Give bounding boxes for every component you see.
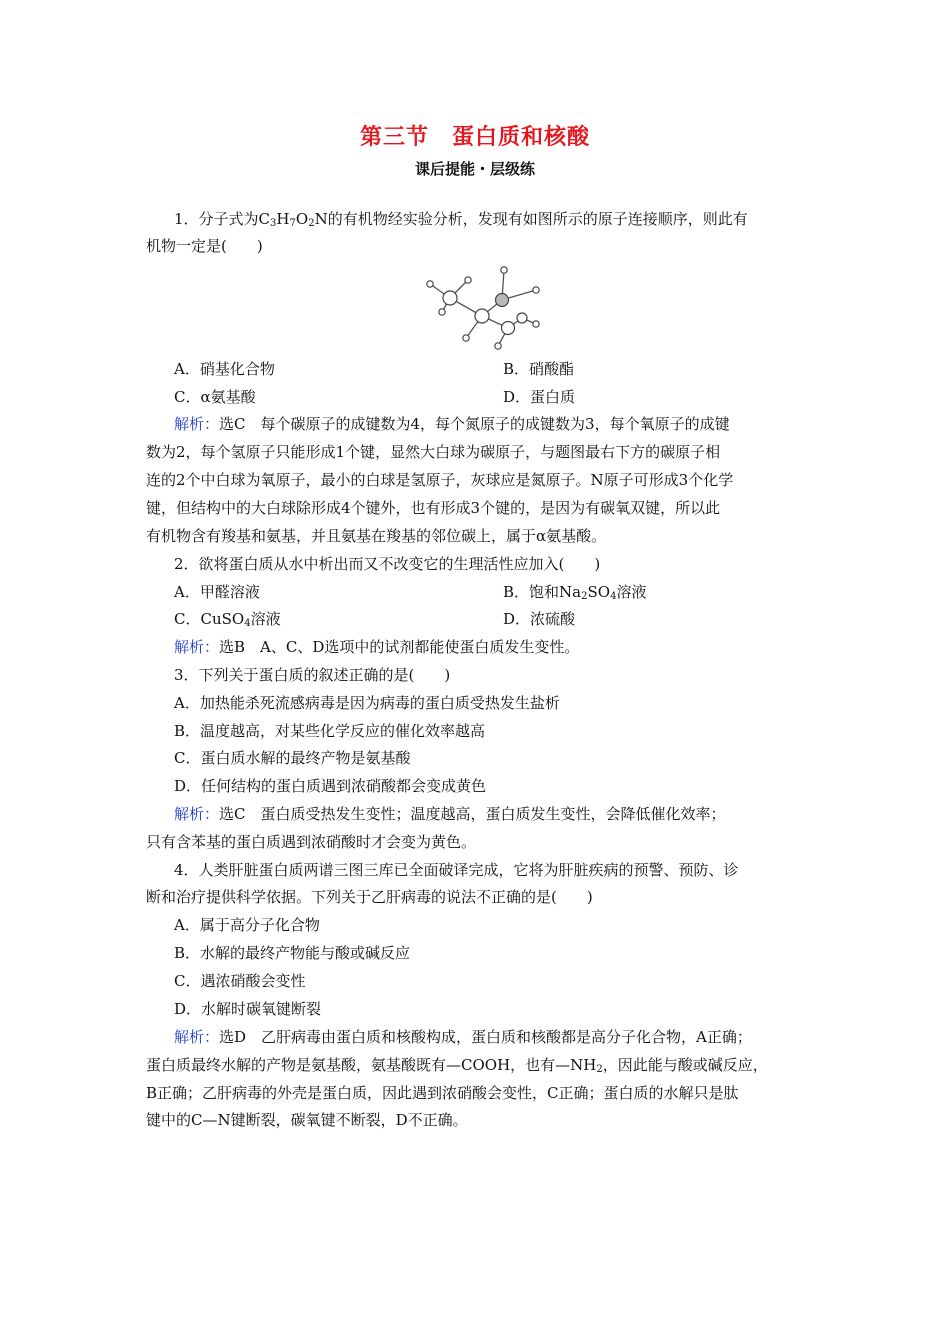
q2-option-d: D．浓硫酸 xyxy=(503,610,576,628)
q1-stem-line1: 1．分子式为$C_3H_7O_2N$的有机物经实验分析，发现有如图所示的原子连接顺序，则此有 xyxy=(174,210,748,229)
q4-stem-line2: 断和治疗提供科学依据。下列关于乙肝病毒的说法不正确的是( ) xyxy=(146,888,593,906)
q4-option-c: C．遇浓硝酸会变性 xyxy=(174,972,306,990)
q3-stem: 3．下列关于蛋白质的叙述正确的是( ) xyxy=(174,666,451,684)
q2-answer: 解析：选B A、C、D选项中的试剂都能使蛋白质发生变性。 xyxy=(174,638,580,656)
q1-answer-line2: 数为2，每个氢原子只能形成1个键，显然大白球为碳原子，与题图最右下方的碳原子相 xyxy=(146,443,721,461)
q1-option-d: D．蛋白质 xyxy=(503,388,576,406)
page-subtitle: 课后提能・层级练 xyxy=(414,160,535,178)
q1-option-b: B．硝酸酯 xyxy=(503,360,575,378)
molecule-ball-stick-diagram xyxy=(418,262,568,356)
q2-option-c: C．CuSO$_4$溶液 xyxy=(174,610,281,629)
q1-option-a: A．硝基化合物 xyxy=(174,360,275,378)
q1-answer-line4: 键，但结构中的大白球除形成4个键外，也有形成3个键的，是因为有碳氧双键，所以此 xyxy=(146,499,721,517)
q4-option-a: A．属于高分子化合物 xyxy=(174,916,320,934)
q2-stem: 2．欲将蛋白质从水中析出而又不改变它的生理活性应加入( ) xyxy=(174,555,601,573)
q3-answer-line2: 只有含苯基的蛋白质遇到浓硝酸时才会变为黄色。 xyxy=(146,833,477,851)
q4-answer-line3: B正确；乙肝病毒的外壳是蛋白质，因此遇到浓硝酸会变性，C正确；蛋白质的水解只是肽 xyxy=(146,1084,739,1102)
answer-label: 解析： xyxy=(174,805,220,823)
q1-answer-line1: 解析：选C 每个碳原子的成键数为4，每个氮原子的成键数为3，每个氧原子的成键 xyxy=(174,415,730,433)
answer-label: 解析： xyxy=(174,638,220,656)
q4-answer-line4: 键中的C—N键断裂，碳氧键不断裂，D不正确。 xyxy=(146,1111,468,1129)
q3-option-c: C．蛋白质水解的最终产物是氨基酸 xyxy=(174,749,411,767)
q3-option-d: D．任何结构的蛋白质遇到浓硝酸都会变成黄色 xyxy=(174,777,487,795)
q3-option-b: B．温度越高，对某些化学反应的催化效率越高 xyxy=(174,722,486,740)
q1-stem-line2: 机物一定是( ) xyxy=(146,237,263,255)
q3-option-a: A．加热能杀死流感病毒是因为病毒的蛋白质受热发生盐析 xyxy=(174,694,560,712)
q1-option-c: C．α氨基酸 xyxy=(174,388,256,406)
page-title: 第三节 蛋白质和核酸 xyxy=(359,125,590,150)
q4-stem-line1: 4．人类肝脏蛋白质两谱三图三库已全面破译完成，它将为肝脏疾病的预警、预防、诊 xyxy=(174,861,739,879)
q4-option-b: B．水解的最终产物能与酸或碱反应 xyxy=(174,944,411,962)
q1-answer-line5: 有机物含有羧基和氨基，并且氨基在羧基的邻位碳上，属于α氨基酸。 xyxy=(146,527,607,545)
q4-answer-line2: 蛋白质最终水解的产物是氨基酸，氨基酸既有—COOH，也有$—NH_2$，因此能与酸或碱反应， xyxy=(146,1056,768,1075)
answer-label: 解析： xyxy=(174,415,220,433)
q1-answer-line3: 连的2个中白球为氧原子，最小的白球是氢原子，灰球应是氮原子。N原子可形成3个化学 xyxy=(146,471,734,489)
q2-option-a: A．甲醛溶液 xyxy=(174,583,260,601)
q4-option-d: D．水解时碳氧键断裂 xyxy=(174,1000,322,1018)
q4-answer-line1: 解析：选D 乙肝病毒由蛋白质和核酸构成，蛋白质和核酸都是高分子化合物，A正确； xyxy=(174,1028,752,1046)
q3-answer-line1: 解析：选C 蛋白质受热发生变性；温度越高，蛋白质发生变性，会降低催化效率； xyxy=(174,805,726,823)
q2-option-b: B．饱和$Na_2SO_4$溶液 xyxy=(503,583,647,602)
answer-label: 解析： xyxy=(174,1028,220,1046)
